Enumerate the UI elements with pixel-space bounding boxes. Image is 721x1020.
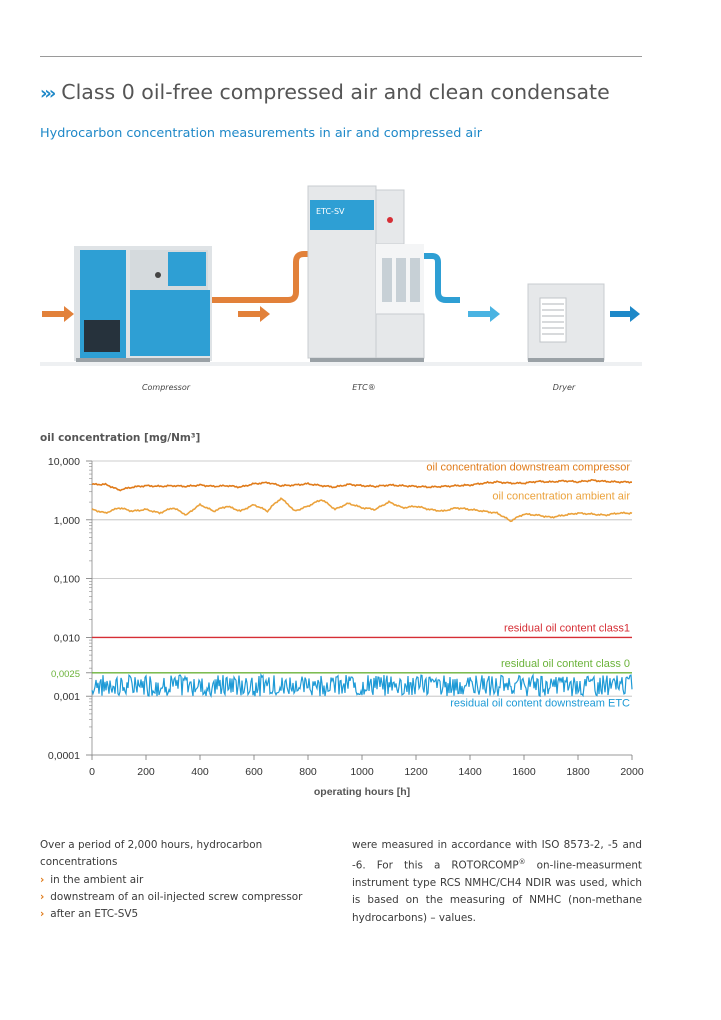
bullet-item: › downstream of an oil-injected screw compressor — [40, 890, 303, 903]
series-line — [92, 675, 632, 696]
series-label: residual oil content class 0 — [500, 657, 630, 670]
top-rule — [40, 56, 642, 57]
y-tick-label: 1,000 — [53, 514, 80, 527]
bullet-item: › after an ETC-SV5 — [40, 908, 139, 921]
intro-text: Over a period of 2,000 hours, hydrocarbon concentrations — [40, 839, 263, 869]
series-label: residual oil content class1 — [504, 622, 630, 635]
svg-text:ETC-SV: ETC-SV — [316, 207, 345, 216]
x-tick-label: 1600 — [512, 766, 536, 778]
series-label: oil concentration ambient air — [492, 490, 630, 503]
x-axis-title: operating hours [h] — [313, 786, 411, 798]
section-subtitle: Hydrocarbon concentration measurements in air and compressed air — [40, 126, 483, 141]
y-tick-label: 0,010 — [53, 632, 80, 645]
x-tick-label: 1000 — [350, 766, 374, 778]
x-tick-label: 1200 — [404, 766, 428, 778]
y-tick-label: 0,100 — [53, 573, 80, 586]
page-title-text: Class 0 oil-free compressed air and clean condensate — [61, 80, 610, 104]
x-tick-label: 400 — [191, 766, 209, 778]
series-label: residual oil content downstream ETC — [450, 697, 630, 710]
page-title — [40, 80, 610, 104]
series-line — [92, 480, 632, 491]
y-tick-label: 10,000 — [47, 456, 80, 468]
y-tick-label: 0,0025 — [50, 668, 80, 680]
x-tick-label: 200 — [137, 766, 155, 778]
process-illustration — [40, 180, 642, 370]
caption-compressor: Compressor — [141, 383, 191, 392]
y-axis-title: oil concentration [mg/Nm³] — [40, 432, 201, 444]
caption-dryer: Dryer — [552, 383, 576, 392]
x-tick-label: 2000 — [620, 766, 644, 778]
x-tick-label: 1800 — [566, 766, 590, 778]
series-label: oil concentration downstream compressor — [426, 461, 630, 474]
compressor-image — [74, 246, 212, 362]
body-text-right: were measured in accordance with ISO 8573-2, -5 and -6. For this a ROTORCOMP® on-line-measurment instrument type RCS NMHC/CH4 NDIR was used, which is based on the measuring of NMHC (non-methane hydrocarbons) – values. — [352, 839, 643, 924]
chevrons-icon: ››› — [40, 83, 54, 104]
caption-etc: ETC® — [352, 383, 376, 392]
y-tick-label: 0,0001 — [47, 750, 80, 762]
x-tick-label: 600 — [245, 766, 263, 778]
x-tick-label: 1400 — [458, 766, 482, 778]
x-tick-label: 0 — [89, 766, 95, 778]
body-text-left — [40, 837, 332, 923]
bullet-item: › in the ambient air — [40, 873, 144, 886]
x-tick-label: 800 — [299, 766, 317, 778]
dryer-image — [528, 284, 604, 362]
y-tick-label: 0,001 — [53, 691, 80, 704]
oil-concentration-chart — [0, 445, 721, 805]
